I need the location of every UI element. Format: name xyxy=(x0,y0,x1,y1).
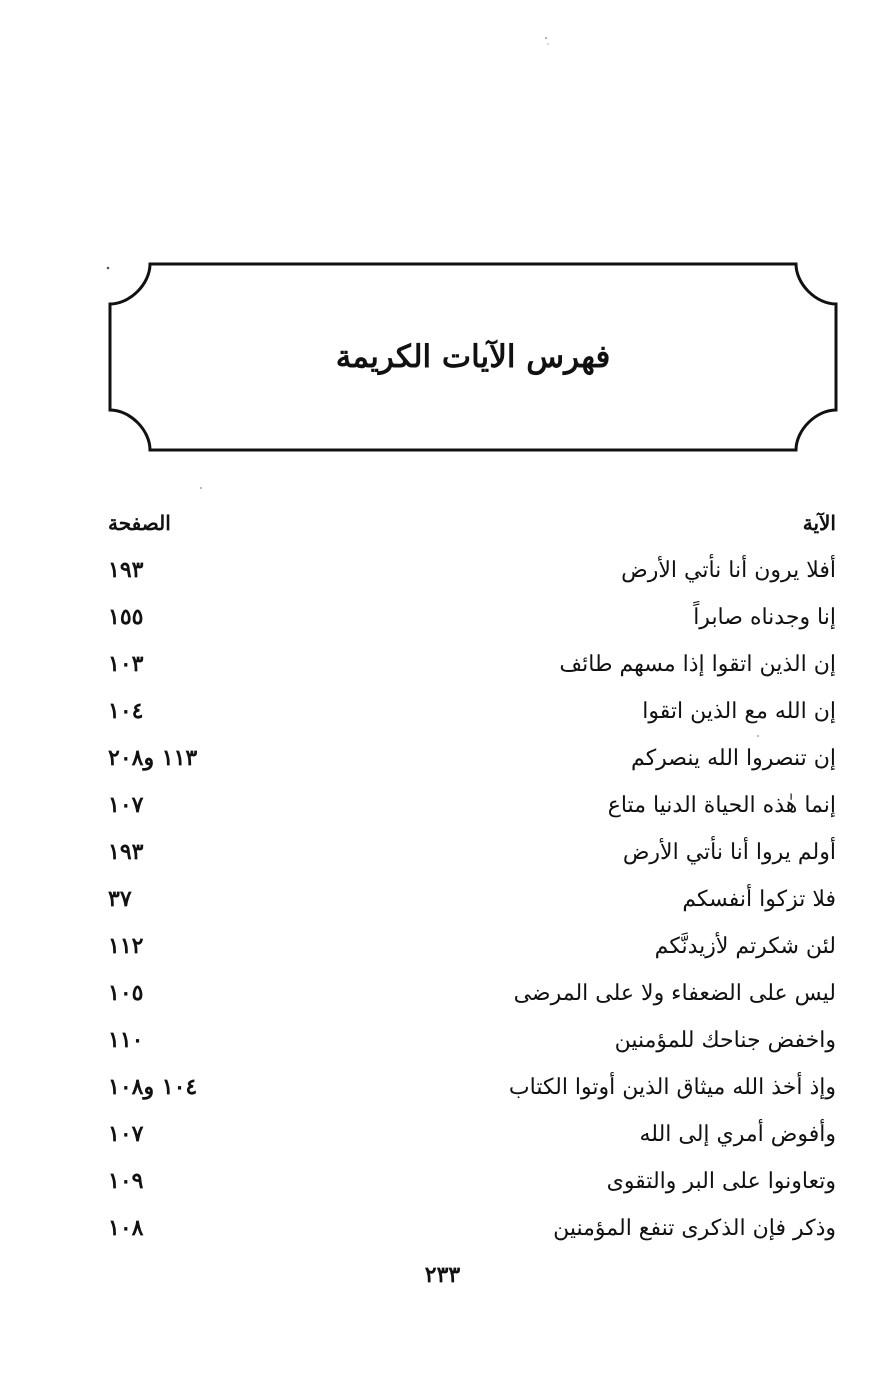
page-ref: ١١٠ xyxy=(108,1027,144,1053)
verse-text: وإذ أخذ الله ميثاق الذين أوتوا الكتاب xyxy=(508,1075,836,1100)
page-ref: ١٠٤ و١٠٨ xyxy=(108,1074,198,1100)
table-row xyxy=(108,594,836,641)
verse-text: أفلا يرون أنا نأتي الأرض xyxy=(621,558,836,583)
verse-text: إن الذين اتقوا إذا مسهم طائف xyxy=(559,652,836,677)
verse-text: وأفوض أمري إلى الله xyxy=(639,1122,836,1147)
verse-index-table xyxy=(108,500,836,1252)
verse-text: إنما هٰذه الحياة الدنيا متاع xyxy=(607,793,836,818)
table-header-row xyxy=(108,500,836,547)
verse-text: وذكر فإن الذكرى تنفع المؤمنين xyxy=(553,1216,836,1241)
verse-text: إن تنصروا الله ينصركم xyxy=(631,746,836,771)
table-row xyxy=(108,829,836,876)
page-ref: ١٥٥ xyxy=(108,604,144,630)
verse-text: وتعاونوا على البر والتقوى xyxy=(606,1169,836,1194)
table-row xyxy=(108,547,836,594)
table-row xyxy=(108,970,836,1017)
page-ref: ١٠٨ xyxy=(108,1215,144,1241)
table-row xyxy=(108,688,836,735)
title-frame xyxy=(108,262,838,452)
page-ref: ١١٢ xyxy=(108,933,144,959)
page-ref: ١٠٩ xyxy=(108,1168,144,1194)
page-ref: ١٩٣ xyxy=(108,557,144,583)
table-row xyxy=(108,782,836,829)
index-title: فهرس الآيات الكريمة xyxy=(335,339,611,375)
header-page: الصفحة xyxy=(108,511,171,535)
page-ref: ١٠٧ xyxy=(108,792,144,818)
header-verse: الآية xyxy=(802,511,836,535)
verse-text: إن الله مع الذين اتقوا xyxy=(642,699,836,724)
table-row xyxy=(108,1205,836,1252)
page-ref: ١٠٤ xyxy=(108,698,144,724)
verse-text: أولم يروا أنا نأتي الأرض xyxy=(622,840,836,865)
table-row xyxy=(108,641,836,688)
page-number: ٢٣٣ xyxy=(424,1262,461,1288)
verse-text: لئن شكرتم لأزيدنَّكم xyxy=(654,934,836,959)
table-row xyxy=(108,1017,836,1064)
table-row xyxy=(108,1158,836,1205)
page-ref: ١٠٣ xyxy=(108,651,144,677)
verse-text: واخفض جناحك للمؤمنين xyxy=(614,1028,836,1053)
verse-text: ليس على الضعفاء ولا على المرضى xyxy=(513,981,836,1006)
page-ref: ٣٧ xyxy=(108,886,132,912)
table-row xyxy=(108,876,836,923)
page-ref: ١٩٣ xyxy=(108,839,144,865)
page-ref: ١٠٧ xyxy=(108,1121,144,1147)
verse-text: فلا تزكوا أنفسكم xyxy=(682,887,836,912)
verse-text: إنا وجدناه صابراً xyxy=(693,605,836,630)
table-row xyxy=(108,923,836,970)
page-ref: ١٠٥ xyxy=(108,980,144,1006)
table-row xyxy=(108,1111,836,1158)
table-row xyxy=(108,735,836,782)
page-ref: ١١٣ و٢٠٨ xyxy=(108,745,198,771)
table-row xyxy=(108,1064,836,1111)
